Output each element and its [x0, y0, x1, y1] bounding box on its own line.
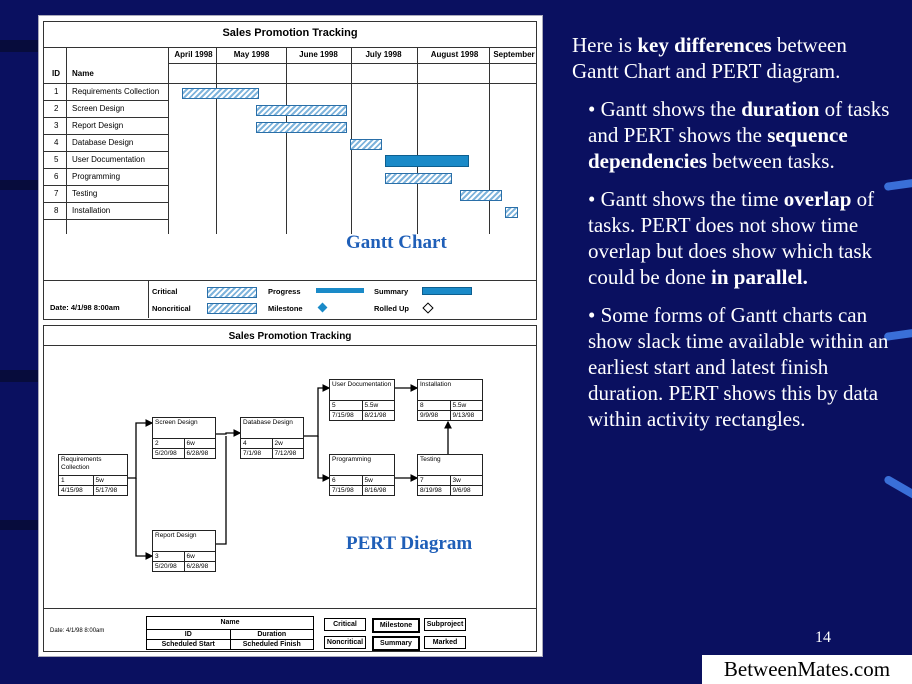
gantt-chart [43, 21, 537, 320]
legend-noncritical-box: Noncritical [324, 636, 366, 649]
legend-summary-swatch [422, 287, 472, 295]
gantt-task-id: 6 [54, 172, 59, 181]
background-stripe [0, 520, 38, 530]
pert-node-legend: Name ID Duration Scheduled Start Scheduled Finish [146, 616, 314, 650]
gantt-bar [505, 207, 518, 218]
legend-progress-swatch [316, 288, 364, 293]
pert-node: Database Design 4 2w 7/1/98 7/12/98 [240, 417, 304, 459]
gantt-month: June 1998 [299, 50, 338, 59]
pert-diagram [43, 325, 537, 652]
bullet-duration: • Gantt shows the duration of tasks and PERT shows the sequence dependencies between tasks. [588, 97, 890, 173]
gantt-month: September [493, 50, 535, 59]
pert-node: Requirements Collection 1 5w 4/15/98 5/17/98 [58, 454, 128, 496]
gantt-task-id: 5 [54, 155, 59, 164]
gantt-month: April 1998 [174, 50, 213, 59]
gantt-month: August 1998 [430, 50, 479, 59]
pert-node: Screen Design 2 6w 5/20/98 6/28/98 [152, 417, 216, 459]
legend-progress: Progress [268, 287, 301, 296]
background-stripe [0, 40, 38, 52]
gantt-col-id: ID [52, 69, 60, 78]
pert-node: Testing 7 3w 8/19/98 9/6/98 [417, 454, 483, 496]
legend-marked-box: Marked [424, 636, 466, 649]
pert-node: Installation 8 5.5w 9/9/98 9/13/98 [417, 379, 483, 421]
gantt-task-name: Database Design [72, 138, 134, 147]
gantt-bar [385, 155, 469, 167]
legend-milestone-box: Milestone [372, 618, 420, 633]
gantt-bar [182, 88, 259, 99]
pert-date: Date: 4/1/98 8:00am [50, 628, 105, 634]
legend-summary-box: Summary [372, 636, 420, 651]
gantt-overlay-label: Gantt Chart [346, 232, 447, 253]
legend-milestone: Milestone [268, 304, 303, 313]
gantt-task-name: Requirements Collection [72, 87, 160, 96]
background-accent [883, 475, 912, 504]
gantt-bar [256, 105, 347, 116]
gantt-col-name: Name [72, 69, 94, 78]
gantt-month: May 1998 [233, 50, 270, 59]
legend-critical-swatch [207, 287, 257, 298]
bullet-overlap: • Gantt shows the time overlap of tasks. PERT does not show time overlap but does show which task could be done in parallel. [588, 187, 875, 289]
legend-critical: Critical [152, 287, 178, 296]
gantt-task-id: 4 [54, 138, 59, 147]
gantt-task-id: 7 [54, 189, 59, 198]
gantt-task-name: Programming [72, 172, 121, 181]
legend-subproject-box: Subproject [424, 618, 466, 631]
gantt-bar [256, 122, 347, 133]
pert-node: User Documentation 5 5.5w 7/15/98 8/21/98 [329, 379, 395, 421]
gantt-task-id: 3 [54, 121, 59, 130]
pert-overlay-label: PERT Diagram [346, 533, 473, 554]
page-number: 14 [815, 629, 831, 646]
background-stripe [0, 370, 38, 382]
gantt-bar [460, 190, 502, 201]
milestone-diamond-icon [318, 303, 328, 313]
intro-paragraph: Here is key differences between Gantt Chart and PERT diagram. [572, 33, 847, 83]
figure-panel [38, 15, 543, 657]
watermark: BetweenMates.com [702, 655, 912, 684]
gantt-task-name: Screen Design [72, 104, 125, 113]
pert-node: Report Design 3 6w 5/20/98 6/28/98 [152, 530, 216, 572]
gantt-task-name: Report Design [72, 121, 124, 130]
legend-summary: Summary [374, 287, 409, 296]
slide-text [572, 32, 892, 432]
gantt-task-name: User Documentation [72, 155, 145, 164]
legend-critical-box: Critical [324, 618, 366, 631]
gantt-task-id: 8 [54, 206, 59, 215]
gantt-task-name: Testing [72, 189, 98, 198]
legend-noncritical: Noncritical [152, 304, 191, 313]
gantt-bar [350, 139, 382, 150]
gantt-task-id: 2 [54, 104, 59, 113]
gantt-title: Sales Promotion Tracking [222, 27, 358, 39]
gantt-task-id: 1 [54, 87, 59, 96]
background-stripe [0, 180, 38, 190]
bullet-slack-time: • Some forms of Gantt charts can show slack time available within an earliest start and latest finish duration. PERT shows this by data within activity rectangles. [588, 303, 889, 431]
legend-rolled-up: Rolled Up [374, 304, 409, 313]
gantt-month: July 1998 [365, 50, 402, 59]
gantt-bar [385, 173, 452, 184]
legend-noncritical-swatch [207, 303, 257, 314]
gantt-date: Date: 4/1/98 8:00am [50, 303, 120, 312]
rolled-up-diamond-icon [422, 302, 433, 313]
gantt-task-name: Installation [72, 206, 111, 215]
pert-title: Sales Promotion Tracking [228, 331, 352, 342]
pert-node: Programming 6 5w 7/15/98 8/16/98 [329, 454, 395, 496]
